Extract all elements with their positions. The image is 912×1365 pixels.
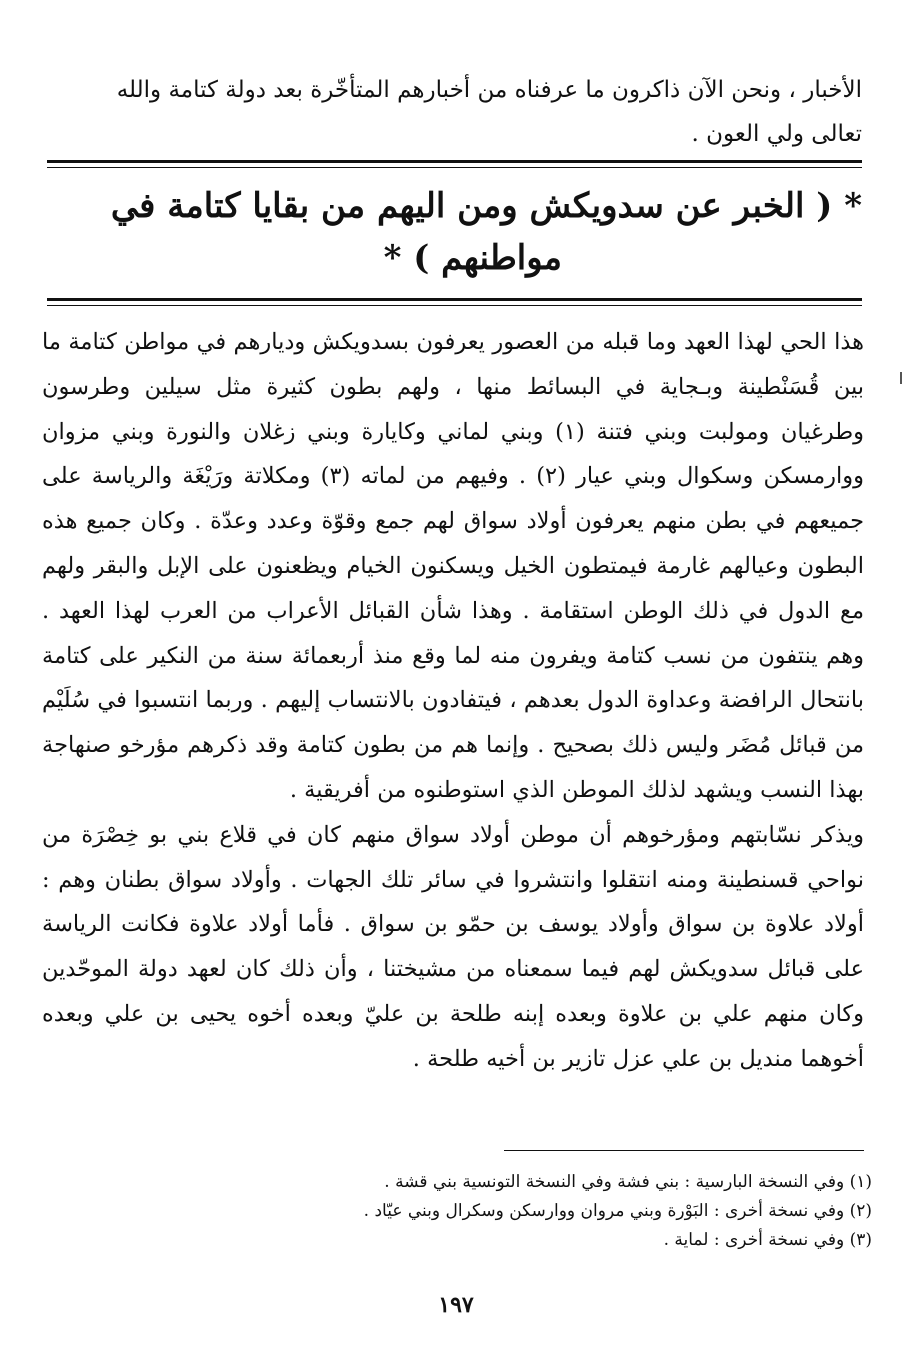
intro-paragraph <box>52 68 862 156</box>
footnote-1: (١) وفي النسخة البارسية : بني فشة وفي النسخة التونسية بني قشة . <box>384 1172 872 1192</box>
page-number: ١٩٧ <box>438 1292 474 1318</box>
footnote-separator <box>504 1150 864 1151</box>
main-text <box>42 320 864 1082</box>
heading-top-rule <box>47 160 862 168</box>
paragraph: ويذكر نسّابتهم ومؤرخوهم أن موطن أولاد سواق منهم كان في قلاع بني بو خِصْرَة من نواحي قسنطينة ومنه انتقلوا وانتشروا في سائر تلك الجهات . وأولاد سواق بطنان وهم : أولاد علاوة بن سواق وأولاد يوسف بن حمّو بن سواق . فأما أولاد علاوة فكانت الرياسة على قبائل سدويكش لهم فيما سمعناه من مشيختنا ، وأن ذلك كان لعهد دولة الموحّدين وكان منهم علي بن علاوة وبعده إبنه طلحة بن عليّ وبعده أخوه يحيى بن علي وبعده أخوهما منديل بن علي عزل تازير بن أخيه طلحة . <box>42 821 864 1072</box>
heading-bottom-rule <box>47 298 862 306</box>
heading-line-1: * ( الخبر عن سدويكش ومن اليهم من بقايا كتامة في <box>110 186 862 226</box>
intro-line: تعالى ولي العون . <box>691 121 862 147</box>
margin-mark <box>900 372 902 384</box>
section-heading <box>47 180 862 284</box>
footnote-2: (٢) وفي نسخة أخرى : البَوْرة وبني مروان ووارسكن وسكرال وبني عيّاد . <box>363 1201 872 1221</box>
footnote-3: (٣) وفي نسخة أخرى : لماية . <box>663 1230 872 1250</box>
paragraph: هذا الحي لهذا العهد وما قبله من العصور يعرفون بسدويكش وديارهم في مواطن كتامة ما بين قُسَنْطينة وبـجاية في البسائط منها ، ولهم بطون كثيرة مثل سيلين وطرسون وطرغيان ومولبت وبني فتنة (١) وبني لماني وكايارة وبني زغلان والنورة وبني مزوان ووارمسكن وسكوال وبني عيار (٢) . وفيهم من لماته (٣) ومكلاتة ورَيْغَة والرياسة على جميعهم في بطن منهم يعرفون أولاد سواق لهم جمع وقوّة وعدد وعدّة . وكان جميع هذه البطون وعيالهم غارمة فيمتطون الخيل ويسكنون الخيام ويظعنون على الإبل والبقر ولهم مع الدول في ذلك الوطن استقامة . وهذا شأن القبائل الأعراب من العرب لهذا العهد . وهم ينتفون من نسب كتامة ويفرون منه لما وقع منذ أربعمائة سنة من النكير على كتامة بانتحال الرافضة وعداوة الدول بعدهم ، فيتفادون بالانتساب إليهم . وربما انتسبوا في سُلَيْم من قبائل مُضَر وليس ذلك بصحيح . وإنما هم من بطون كتامة وقد ذكرهم مؤرخو صنهاجة بهذا النسب ويشهد لذلك الموطن الذي استوطنوه من أفريقية . <box>42 329 864 803</box>
intro-line: الأخبار ، ونحن الآن ذاكرون ما عرفناه من أخبارهم المتأخّرة بعد دولة كتامة والله <box>116 77 862 103</box>
heading-line-2: مواطنهم ) * <box>383 238 562 278</box>
footnotes <box>152 1168 872 1255</box>
